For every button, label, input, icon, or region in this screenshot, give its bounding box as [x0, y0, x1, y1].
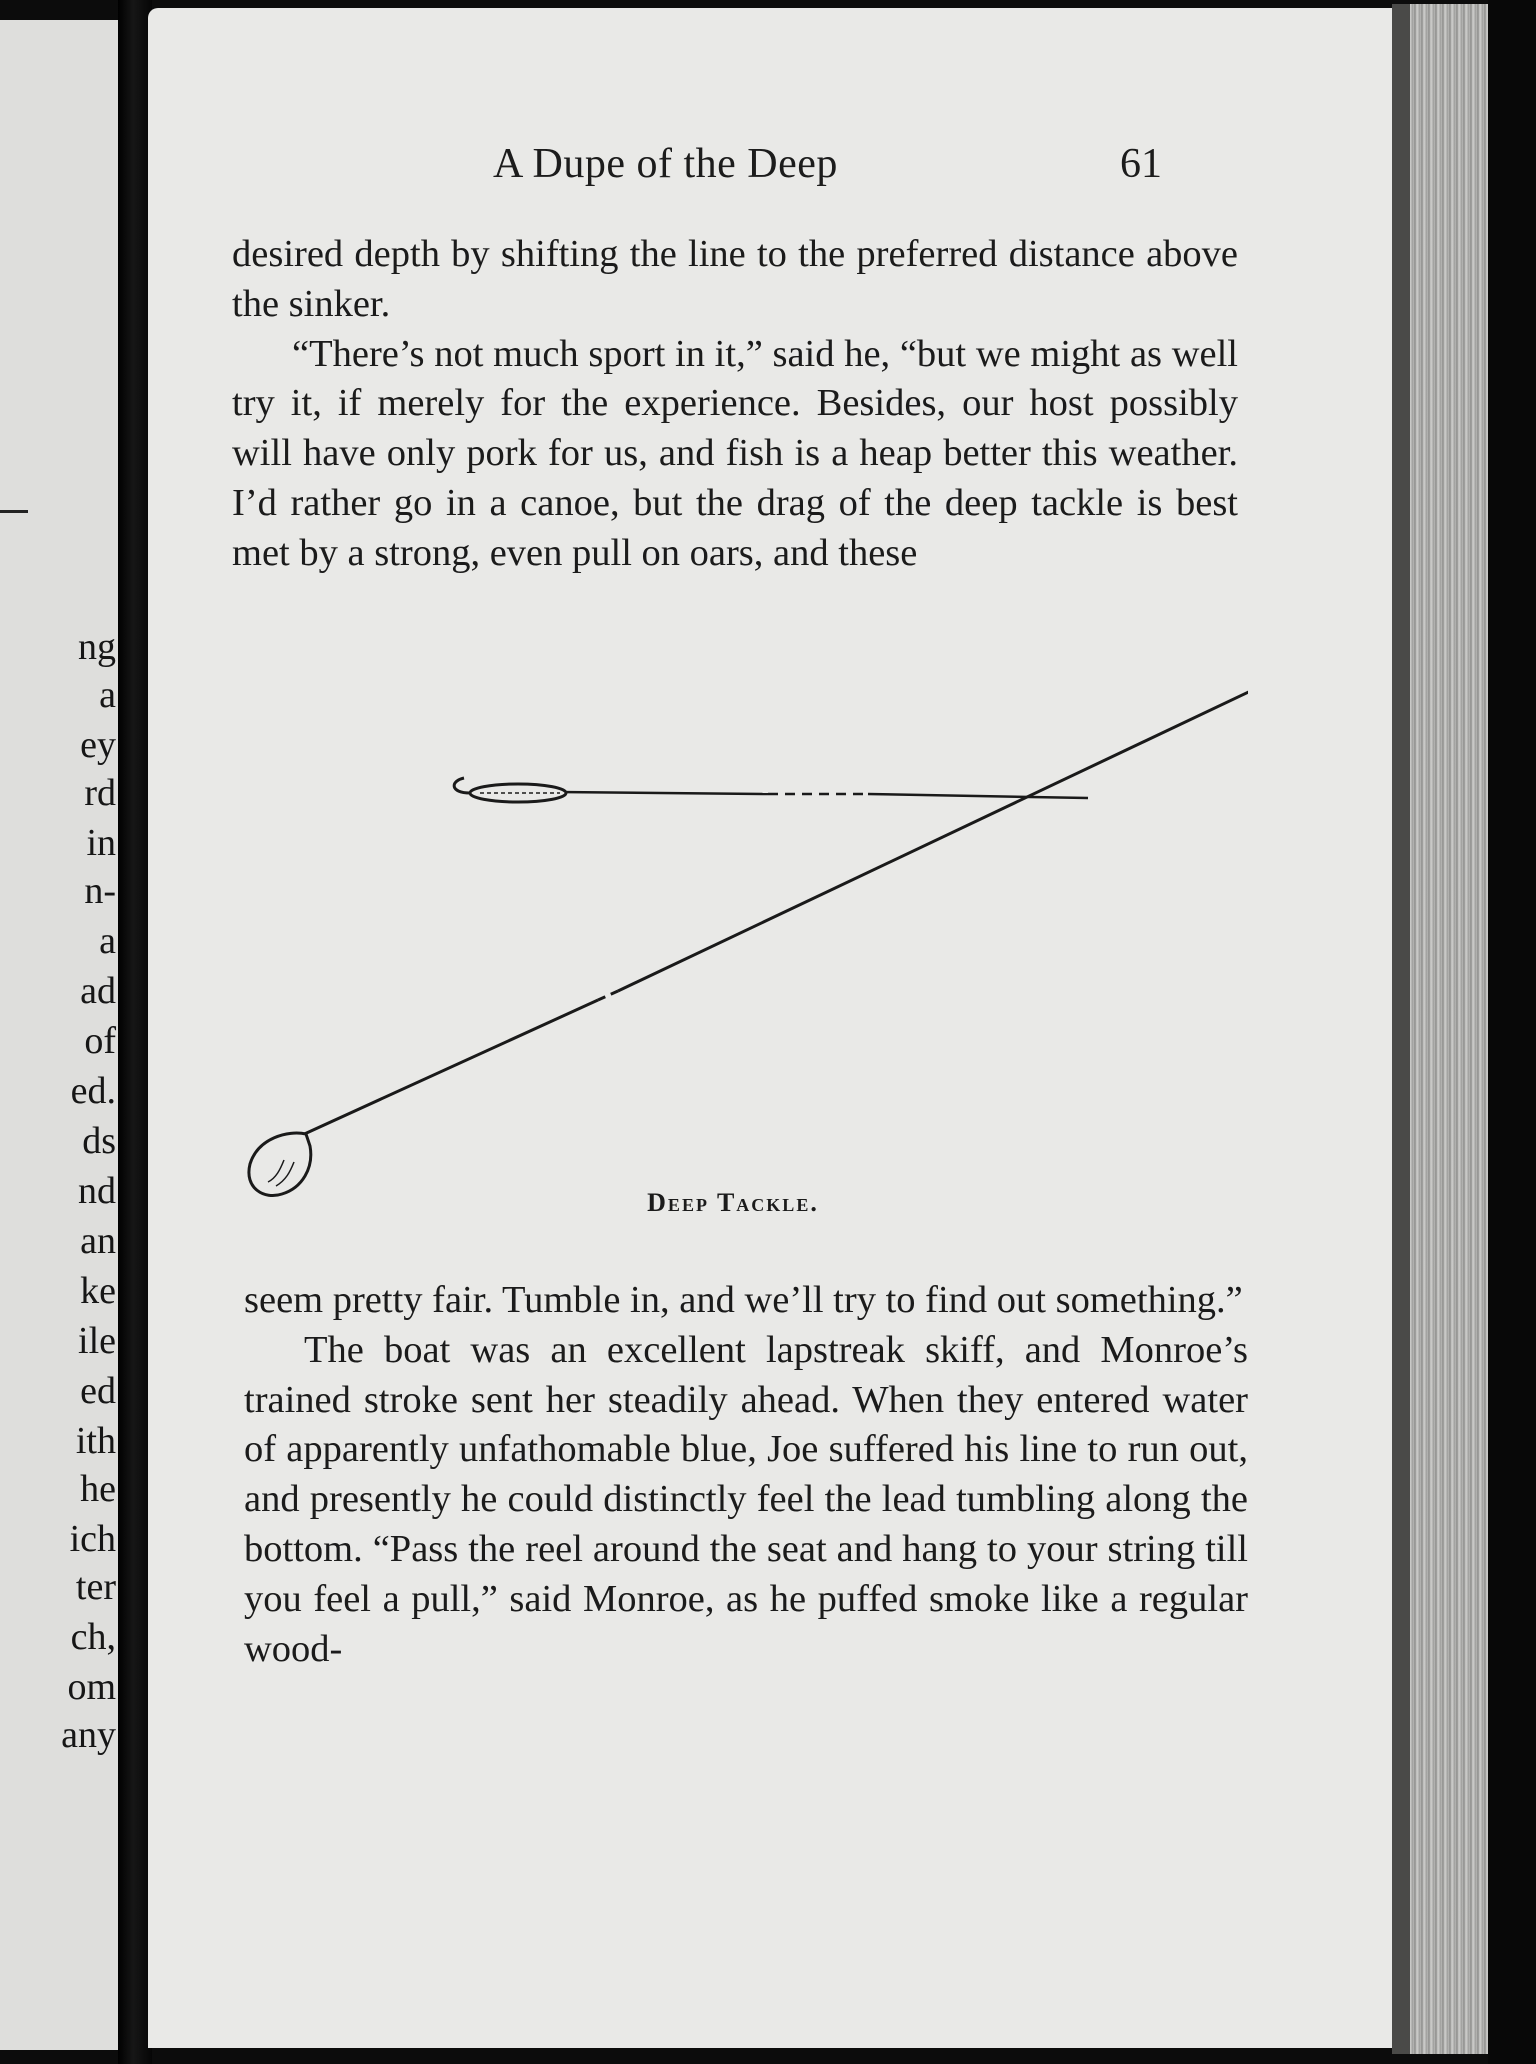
- facing-page-fragment: rd: [84, 772, 116, 814]
- facing-page: [0, 20, 124, 2050]
- facing-page-fragment: of: [84, 1020, 116, 1062]
- hook-icon: [454, 778, 470, 793]
- facing-page-fragment: ich: [69, 1518, 116, 1560]
- running-title: A Dupe of the Deep: [493, 141, 838, 187]
- facing-page-fragment: an: [80, 1220, 116, 1262]
- facing-page-fragment: ed.: [70, 1070, 116, 1112]
- book-gutter: [118, 0, 152, 2064]
- facing-page-fragment: ed: [80, 1370, 116, 1412]
- dropper-line-left: [558, 792, 768, 794]
- facing-page-fragment: ile: [78, 1320, 116, 1362]
- paragraph: desired depth by shifting the line to the preferred distance above the sinker.: [232, 233, 1238, 325]
- facing-page-fragment: ke: [80, 1270, 116, 1312]
- dropper-line-right: [868, 794, 1088, 798]
- facing-page-fragment: ch,: [70, 1616, 116, 1658]
- text-block-bottom: [244, 1276, 1248, 1674]
- paragraph: “There’s not much sport in it,” said he, “but we might as well try it, if merely for the experience. Besides, our host possibly will have only pork for us, and fish is a heap better this weather. I’d rather go in a canoe, but the drag of the deep tackle is best met by a strong, even pull on oars, and these: [232, 332, 1238, 574]
- facing-page-fragment: nd: [78, 1170, 116, 1212]
- facing-page-fragment: he: [80, 1468, 116, 1510]
- facing-page-fragment: ey: [80, 724, 116, 766]
- sinker-icon: [249, 1133, 311, 1196]
- paragraph: The boat was an excellent lapstreak skiff, and Monroe’s trained stroke sent her steadily ahead. When they entered water of apparently unfathomable blue, Joe suffered his line to run out, and presently he could distinctly feel the lead tumbling along the bottom. “Pass the reel around the seat and hang to your string till you feel a pull,” said Monroe, as he puffed smoke like a regular wood-: [244, 1328, 1248, 1670]
- facing-page-fragment: a: [99, 674, 116, 716]
- book-page: [148, 8, 1398, 2048]
- facing-page-fragment: ad: [80, 970, 116, 1012]
- facing-page-fragment: ng: [78, 626, 116, 668]
- main-line-lower: [300, 1000, 598, 1136]
- facing-page-fragment: in: [86, 822, 116, 864]
- facing-page-fragment: any: [61, 1714, 116, 1756]
- facing-page-fragment: n-: [84, 870, 116, 912]
- book-cover-edge: [1488, 0, 1536, 2064]
- deep-tackle-illustration: [228, 648, 1248, 1208]
- main-line-dashed: [598, 991, 618, 1000]
- facing-page-fragment: a: [99, 920, 116, 962]
- figure-caption: Deep Tackle.: [647, 1188, 819, 1217]
- facing-page-fragment: ds: [82, 1120, 116, 1162]
- facing-page-fragment: ter: [75, 1566, 116, 1608]
- paragraph: seem pretty fair. Tumble in, and we’ll try to find out something.”: [244, 1279, 1243, 1321]
- page-edges-shadow: [1392, 4, 1410, 2054]
- main-line-upper: [618, 660, 1248, 991]
- tackle-drawing: [228, 648, 1248, 1208]
- page-number: 61: [1120, 141, 1162, 187]
- facing-page-fragment: ith: [75, 1420, 116, 1462]
- running-header: [148, 140, 1398, 200]
- facing-page-rule: [0, 510, 28, 513]
- text-block-top: [232, 230, 1238, 579]
- facing-page-fragment: om: [67, 1666, 116, 1708]
